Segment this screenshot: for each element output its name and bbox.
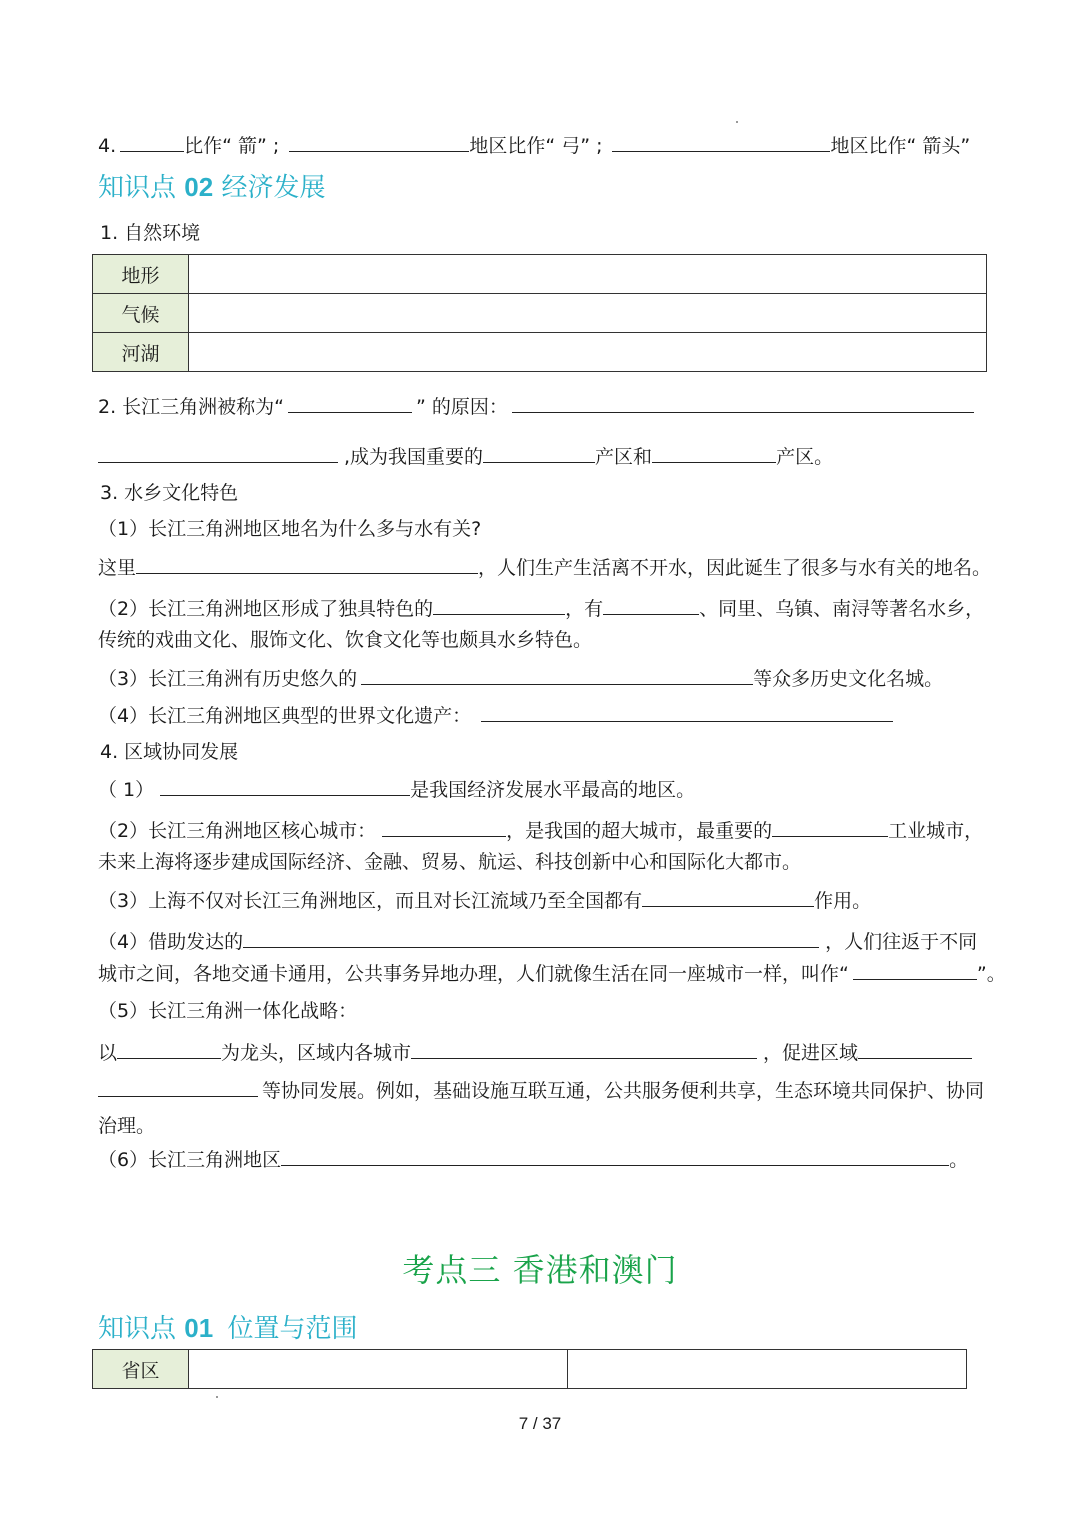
q2-text: ” 的原因：	[416, 396, 508, 418]
answer-blank[interactable]	[288, 392, 412, 413]
answer-text: ，人们生产生活离不开水，因此诞生了很多与水有关的地名。	[478, 557, 992, 579]
answer-blank[interactable]	[411, 1038, 757, 1059]
answer-blank[interactable]	[160, 775, 410, 796]
answer-blank[interactable]	[281, 1145, 949, 1166]
answer-blank[interactable]	[603, 594, 699, 615]
question-line	[98, 927, 977, 956]
answer-blank[interactable]	[481, 701, 893, 722]
question-text: 城市之间，各地交通卡通用，公共事务异地办理，人们就像生活在同一座城市一样，叫作“	[98, 963, 849, 985]
section-title: 1. 自然环境	[100, 222, 201, 244]
question-text: （6）长江三角洲地区	[98, 1149, 282, 1171]
q4-number: 4.	[98, 135, 117, 157]
question-2-line-2	[98, 442, 833, 471]
row-label: 地形	[93, 255, 189, 294]
row-label: 河湖	[93, 333, 189, 372]
answer-blank[interactable]	[612, 131, 830, 152]
question-text: 未来上海将逐步建成国际经济、金融、贸易、航运、科技创新中心和国际化大都市。	[98, 851, 802, 873]
answer-blank[interactable]	[853, 959, 977, 980]
answer-blank[interactable]	[289, 131, 469, 152]
answer-blank[interactable]	[120, 131, 184, 152]
section-title: 4. 区域协同发展	[100, 741, 239, 763]
question-line	[98, 594, 984, 623]
answer-cell[interactable]	[189, 294, 987, 333]
q2-text: 产区。	[776, 446, 834, 468]
question-text: （3）长江三角洲有历史悠久的	[98, 668, 358, 690]
section-title-large: 考点三 香港和澳门	[402, 1251, 678, 1289]
answer-cell[interactable]	[189, 255, 987, 294]
row-label: 省区	[93, 1350, 189, 1389]
question-text: ”。	[976, 963, 1006, 985]
answer-blank[interactable]	[98, 442, 338, 463]
question-text: （ 1）	[98, 779, 155, 801]
question-text: （3）上海不仅对长江三角洲地区，而且对长江流域乃至全国都有	[98, 890, 643, 912]
answer-blank[interactable]	[361, 664, 753, 685]
question-text: 等协同发展。例如，基础设施互联互通，公共服务便利共享，生态环境共同保护、协同	[262, 1080, 985, 1102]
answer-blank[interactable]	[858, 1038, 972, 1059]
question-2-line-1	[98, 392, 974, 421]
question-text: 为龙头，区域内各城市	[221, 1042, 412, 1064]
question-text: 。	[949, 1149, 969, 1171]
question-text: 传统的戏曲文化、服饰文化、饮食文化等也颇具水乡特色。	[98, 629, 593, 651]
question-text: ，有	[565, 598, 604, 620]
question-text: （2）长江三角洲地区形成了独具特色的	[98, 598, 434, 620]
knowledge-point-heading	[98, 1311, 357, 1346]
question-text: 、同里、乌镇、南浔等著名水乡，	[699, 598, 985, 620]
answer-blank[interactable]	[642, 886, 814, 907]
question-text: （4）长江三角洲地区典型的世界文化遗产：	[98, 705, 472, 727]
answer-blank[interactable]	[117, 1038, 221, 1059]
answer-blank[interactable]	[772, 816, 888, 837]
answer-blank[interactable]	[98, 1076, 258, 1097]
natural-environment-table	[92, 254, 987, 372]
heading-title: 经济发展	[221, 173, 326, 203]
heading-prefix: 知识点	[98, 173, 177, 203]
answer-blank[interactable]	[243, 927, 819, 948]
page-number: 7 / 37	[518, 1414, 562, 1433]
answer-blank[interactable]	[483, 442, 595, 463]
question-line	[98, 664, 943, 693]
scan-dot	[736, 121, 738, 123]
q2-text: 产区和	[595, 446, 653, 468]
answer-blank[interactable]	[433, 594, 565, 615]
answer-line	[98, 553, 991, 582]
answer-blank[interactable]	[652, 442, 776, 463]
question-line	[98, 886, 871, 915]
question-text: 是我国经济发展水平最高的地区。	[410, 779, 696, 801]
question-line	[98, 775, 695, 804]
q4-text-2: 地区比作“ 弓” ;	[469, 135, 603, 157]
question-line	[98, 1076, 984, 1105]
heading-prefix: 知识点	[98, 1314, 177, 1344]
scan-dot	[216, 1396, 218, 1398]
answer-text: 这里	[98, 557, 137, 579]
q4-text-3: 地区比作“ 箭头”	[830, 135, 971, 157]
question-text: 工业城市，	[888, 820, 984, 842]
heading-number: 02	[184, 172, 214, 202]
question-text: 以	[98, 1042, 118, 1064]
question-text: 等众多历史文化名城。	[753, 668, 944, 690]
question-text: （5）长江三角洲一体化战略：	[98, 1000, 358, 1022]
question-line	[98, 701, 893, 730]
question-text: ，是我国的超大城市，最重要的	[506, 820, 773, 842]
question-line	[98, 816, 983, 845]
answer-blank[interactable]	[136, 553, 478, 574]
question-text: （2）长江三角洲地区核心城市：	[98, 820, 377, 842]
q4-text-1: 比作“ 箭” ;	[184, 135, 280, 157]
location-table	[92, 1349, 967, 1389]
q2-text: 2. 长江三角洲被称为“	[98, 396, 285, 418]
question-text: ，人们往返于不同	[825, 931, 978, 953]
answer-blank[interactable]	[512, 392, 974, 413]
question-text: （4）借助发达的	[98, 931, 244, 953]
question-text: （1）长江三角洲地区地名为什么多与水有关?	[98, 518, 482, 540]
question-line	[98, 959, 1006, 988]
heading-title: 位置与范围	[227, 1314, 358, 1344]
question-line	[98, 1038, 972, 1067]
question-text: 作用。	[814, 890, 872, 912]
answer-cell[interactable]	[189, 333, 987, 372]
row-label: 气候	[93, 294, 189, 333]
q2-text: ,成为我国重要的	[344, 446, 484, 468]
section-title: 3. 水乡文化特色	[100, 482, 239, 504]
knowledge-point-heading	[98, 170, 325, 205]
heading-number: 01	[184, 1313, 214, 1343]
question-text: 治理。	[98, 1115, 156, 1137]
question-line	[98, 1145, 968, 1174]
answer-cell[interactable]	[189, 1350, 568, 1389]
answer-cell[interactable]	[568, 1350, 967, 1389]
question-4-line	[98, 131, 970, 160]
answer-blank[interactable]	[382, 816, 506, 837]
question-text: ，促进区域	[763, 1042, 859, 1064]
